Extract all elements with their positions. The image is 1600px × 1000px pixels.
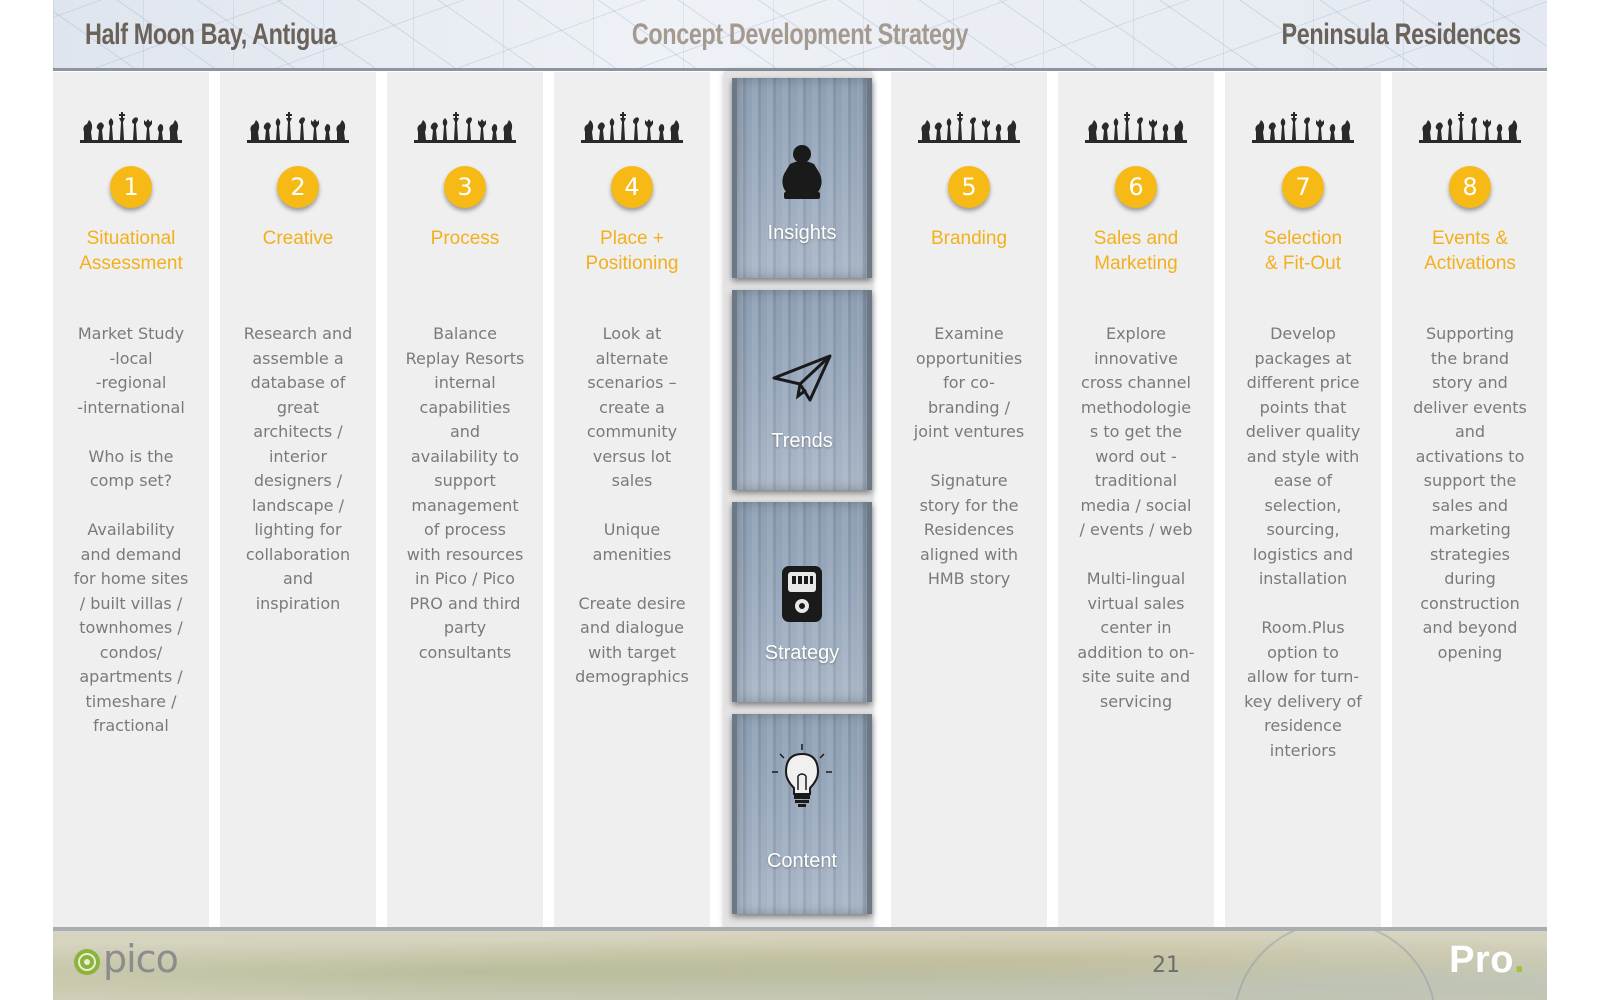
content-panel <box>732 714 872 914</box>
content-label: Content <box>766 850 838 872</box>
strategy-column <box>220 72 376 927</box>
column-body-text: Look at alternate scenarios – create a community versus lot sales Unique amenities Create desire and dialogue with target demographics <box>575 324 689 686</box>
column-title: Selection & Fit-Out <box>1263 228 1343 274</box>
chess-pieces-icon <box>78 110 184 144</box>
project-title: Peninsula Residences <box>1281 18 1521 51</box>
column-title: Process <box>430 228 500 249</box>
pico-logo-text: pico <box>103 937 178 981</box>
header-banner <box>53 0 1547 71</box>
chess-pieces-icon <box>1417 110 1523 144</box>
column-body-text: Supporting the brand story and deliver events and activations to support the sales and marketing strategies during construction and beyond opening <box>1413 324 1527 662</box>
column-title: Events & Activations <box>1424 228 1516 274</box>
game-controller-icon <box>770 562 834 626</box>
chess-pieces-row <box>53 110 209 150</box>
column-title: Branding <box>930 228 1008 249</box>
strategy-column <box>554 72 710 927</box>
chess-pieces-row <box>1058 110 1214 150</box>
center-panel-stack <box>724 72 872 932</box>
step-number-badge: 2 <box>277 166 319 208</box>
page-number: 21 <box>1152 953 1180 978</box>
pro-brand-text: Pro <box>1449 939 1514 981</box>
column-title: Creative <box>262 228 334 249</box>
column-title: Situational Assessment <box>79 228 183 274</box>
chess-pieces-icon <box>916 110 1022 144</box>
pro-brand-logo <box>1449 939 1525 982</box>
strategy-label: Strategy <box>764 642 840 664</box>
strategy-column <box>1392 72 1547 927</box>
slide <box>53 0 1547 1000</box>
step-number-badge: 1 <box>110 166 152 208</box>
paper-plane-icon <box>770 344 834 408</box>
step-number-badge: 7 <box>1282 166 1324 208</box>
step-number-badge: 4 <box>611 166 653 208</box>
chess-pieces-row <box>1392 110 1547 150</box>
chess-pieces-row <box>1225 110 1381 150</box>
chess-pieces-row <box>220 110 376 150</box>
column-body-text: Balance Replay Resorts internal capabilities and availability to support management of process with resources in Pico / Pico PRO and third party consultants <box>405 324 525 662</box>
strategy-column <box>891 72 1047 927</box>
strategy-panel <box>732 502 872 702</box>
compass-decoration <box>1233 931 1437 1000</box>
chess-pieces-icon <box>1250 110 1356 144</box>
column-body-text: Research and assemble a database of great architects / interior designers / landscape / lighting for collaboration and inspiration <box>243 324 353 613</box>
insights-label: Insights <box>767 222 837 244</box>
chess-pieces-icon <box>412 110 518 144</box>
chess-piece-icon <box>770 140 834 204</box>
insights-panel <box>732 78 872 278</box>
step-number-badge: 5 <box>948 166 990 208</box>
lightbulb-icon <box>770 744 834 808</box>
column-title: Sales and Marketing <box>1093 228 1179 274</box>
pico-logo-icon <box>73 948 101 976</box>
chess-pieces-row <box>891 110 1047 150</box>
chess-pieces-icon <box>1083 110 1189 144</box>
trends-panel <box>732 290 872 490</box>
column-body-text: Market Study -local -regional -international Who is the comp set? Availability and demand for home sites / built villas / townhomes / condos/ apartments / timeshare / fractional <box>73 324 189 735</box>
chess-pieces-icon <box>579 110 685 144</box>
chess-pieces-row <box>387 110 543 150</box>
step-number-badge: 3 <box>444 166 486 208</box>
column-body-text: Examine opportunities for co- branding / joint ventures Signature story for the Residences aligned with HMB story <box>913 324 1025 588</box>
page-title: Concept Development Strategy <box>631 18 969 51</box>
pro-brand-dot: . <box>1513 939 1525 981</box>
trends-label: Trends <box>771 430 833 452</box>
step-number-badge: 8 <box>1449 166 1491 208</box>
strategy-column <box>387 72 543 927</box>
step-number-badge: 6 <box>1115 166 1157 208</box>
strategy-column <box>1058 72 1214 927</box>
column-title: Place + Positioning <box>585 228 679 274</box>
strategy-column <box>53 72 209 927</box>
location-title: Half Moon Bay, Antigua <box>85 18 337 51</box>
footer <box>53 931 1547 1000</box>
column-body-text: Explore innovative cross channel methodologie s to get the word out - traditional media / social / events / web Multi-lingual virtual sales center in addition to on- site suite and servicing <box>1077 324 1195 711</box>
column-body-text: Develop packages at different price points that deliver quality and style with ease of selection, sourcing, logistics and installation Room.Plus option to allow for turn- key delivery of residence interiors <box>1244 324 1362 760</box>
chess-pieces-icon <box>245 110 351 144</box>
strategy-column <box>1225 72 1381 927</box>
chess-pieces-row <box>554 110 710 150</box>
